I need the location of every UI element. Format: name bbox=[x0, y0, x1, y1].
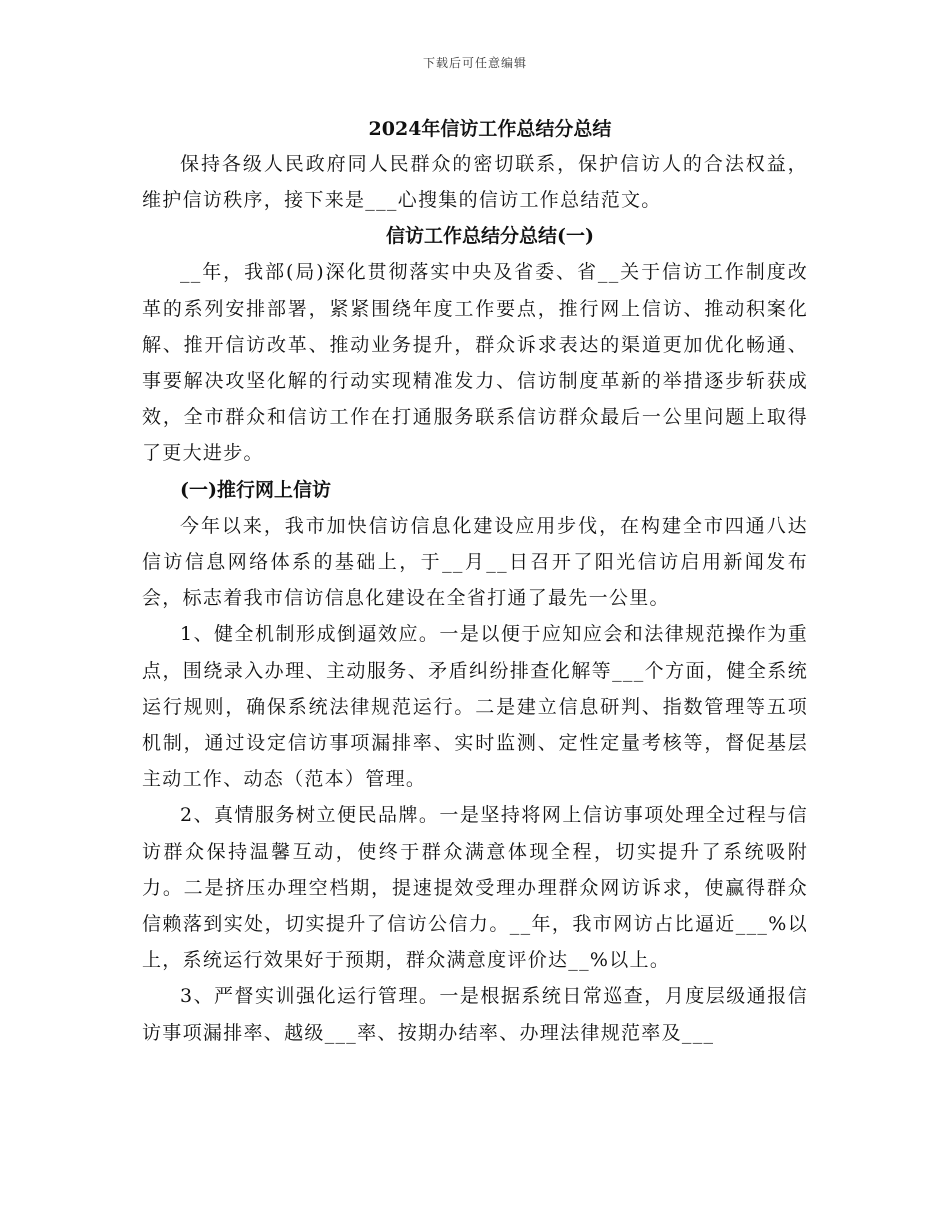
section-heading-online-petition: (一)推行网上信访 bbox=[180, 478, 331, 501]
header-note: 下载后可任意编辑 bbox=[422, 56, 527, 70]
paragraph-mechanism: 1、健全机制形成倒逼效应。一是以便于应知应会和法律规范操作为重点，围绕录入办理、主动服务、矛盾纠纷排查化解等___个方面，健全系统运行规则，确保系统法律规范运行。二是建立信息研判、指数管理等五项机制，通过设定信访事项漏排率、实时监测、定性定量考核等，督促基层主动工作、动态（范本）管理。 bbox=[142, 623, 808, 791]
paragraph-online-petition: 今年以来，我市加快信访信息化建设应用步伐，在构建全市四通八达信访信息网络体系的基础上，于__月__日召开了阳光信访启用新闻发布会，标志着我市信访信息化建设在全省打通了最先一公里。 bbox=[142, 514, 808, 610]
document-body bbox=[142, 112, 808, 1051]
paragraph-management: 3、严督实训强化运行管理。一是根据系统日常巡查，月度层级通报信访事项漏排率、越级___率、按期办结率、办理法律规范率及___ bbox=[142, 985, 808, 1044]
intro-paragraph: 保持各级人民政府同人民群众的密切联系，保护信访人的合法权益，维护信访秩序，接下来是___心搜集的信访工作总结范文。 bbox=[142, 153, 808, 212]
paragraph-overview: __年，我部(局)深化贯彻落实中央及省委、省__关于信访工作制度改革的系列安排部署，紧紧围绕年度工作要点，推行网上信访、推动积案化解、推开信访改革、推动业务提升，群众诉求表达的渠道更加优化畅通、事要解决攻坚化解的行动实现精准发力、信访制度革新的举措逐步斩获成效，全市群众和信访工作在打通服务联系信访群众最后一公里问题上取得了更大进步。 bbox=[142, 261, 808, 465]
paragraph-service: 2、真情服务树立便民品牌。一是坚持将网上信访事项处理全过程与信访群众保持温馨互动，使终于群众满意体现全程，切实提升了系统吸附力。二是挤压办理空档期，提速提效受理办理群众网访诉求，使赢得群众信赖落到实处，切实提升了信访公信力。__年，我市网访占比逼近___%以上，系统运行效果好于预期，群众满意度评价达__%以上。 bbox=[142, 804, 808, 972]
section-subtitle: 信访工作总结分总结(一) bbox=[386, 225, 594, 248]
document-title: 2024年信访工作总结分总结 bbox=[368, 118, 612, 140]
